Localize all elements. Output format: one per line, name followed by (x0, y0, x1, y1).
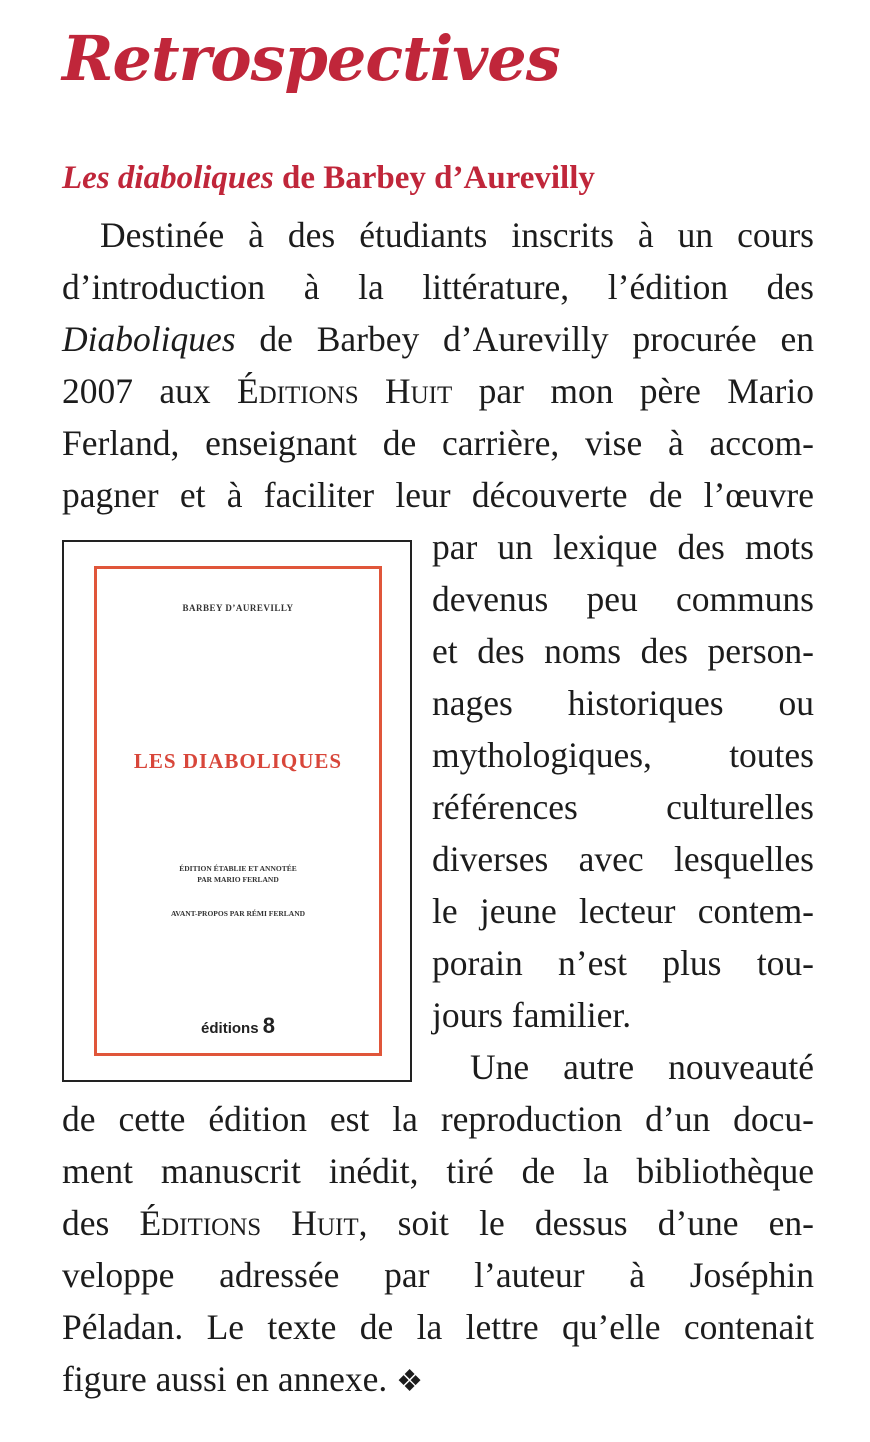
text-line: devenus peu communs (432, 579, 814, 619)
cover-edition-line: ÉDITION ÉTABLIE ET ANNOTÉE (179, 864, 297, 873)
book-title: Les diaboliques (62, 160, 274, 196)
book-author-credit: de Barbey d’Aurevilly (273, 160, 595, 196)
text-line: ment manuscrit inédit, tiré de la bibliothèque (62, 1151, 814, 1191)
cover-title: LES DIABOLIQUES (133, 749, 343, 773)
publisher-mark: 8 (262, 1013, 275, 1038)
text-line: diverses avec lesquelles (432, 839, 814, 879)
cover-foreword-credit: AVANT-PROPOS PAR RÉMI FERLAND (170, 909, 306, 918)
text-line (62, 1353, 814, 1408)
text-span: 2007 aux (62, 371, 237, 411)
publisher-name: Éditions Huit (236, 371, 453, 411)
text-line: mythologiques, toutes (432, 735, 814, 775)
end-ornament-icon: ❖ (396, 1365, 424, 1398)
text-line: références culturelles (432, 787, 814, 827)
text-line: Ferland, enseignant de carrière, vise à accom- (62, 423, 814, 463)
text-line: le jeune lecteur contem- (432, 891, 814, 931)
article-title (62, 160, 595, 197)
text-line: jours familier. (432, 995, 632, 1035)
book-cover (94, 566, 382, 1056)
text-line (62, 365, 814, 417)
text-span: des (62, 1203, 140, 1243)
text-line: Une autre nouveauté (470, 1047, 814, 1087)
cover-author: BARBEY D’AUREVILLY (182, 603, 294, 613)
section-title: Retrospectives (62, 22, 560, 95)
cover-edition-credit (97, 863, 379, 885)
text-line (62, 313, 814, 365)
text-line: Péladan. Le texte de la lettre qu’elle contenait (62, 1307, 814, 1347)
text-span: figure aussi en annexe. (62, 1359, 388, 1399)
cover-publisher-logo (97, 1013, 379, 1039)
italic-title: Diaboliques (62, 319, 236, 359)
publisher-name: Éditions Huit (139, 1203, 359, 1243)
text-line: et des noms des person- (432, 631, 814, 671)
text-span: de Barbey d’Aurevilly procurée en (235, 319, 814, 359)
cover-edition-line: PAR MARIO FERLAND (197, 875, 279, 884)
text-line (62, 1197, 814, 1249)
text-line: d’introduction à la littérature, l’édition des (62, 267, 814, 307)
text-line: par un lexique des mots (432, 527, 814, 567)
text-line: de cette édition est la reproduction d’un docu- (62, 1099, 814, 1139)
text-line: pagner et à faciliter leur découverte de l’œuvre (62, 475, 814, 515)
text-span: , soit le dessus d’une en- (358, 1203, 815, 1243)
text-line: nages historiques ou (432, 683, 814, 723)
book-cover-image (62, 540, 412, 1082)
publisher-wordmark: éditions (201, 1020, 259, 1037)
text-line: veloppe adressée par l’auteur à Joséphin (62, 1255, 814, 1295)
text-span: par mon père Mario (452, 371, 814, 411)
text-line: Destinée à des étudiants inscrits à un cours (100, 215, 814, 255)
text-line: porain n’est plus tou- (432, 943, 814, 983)
